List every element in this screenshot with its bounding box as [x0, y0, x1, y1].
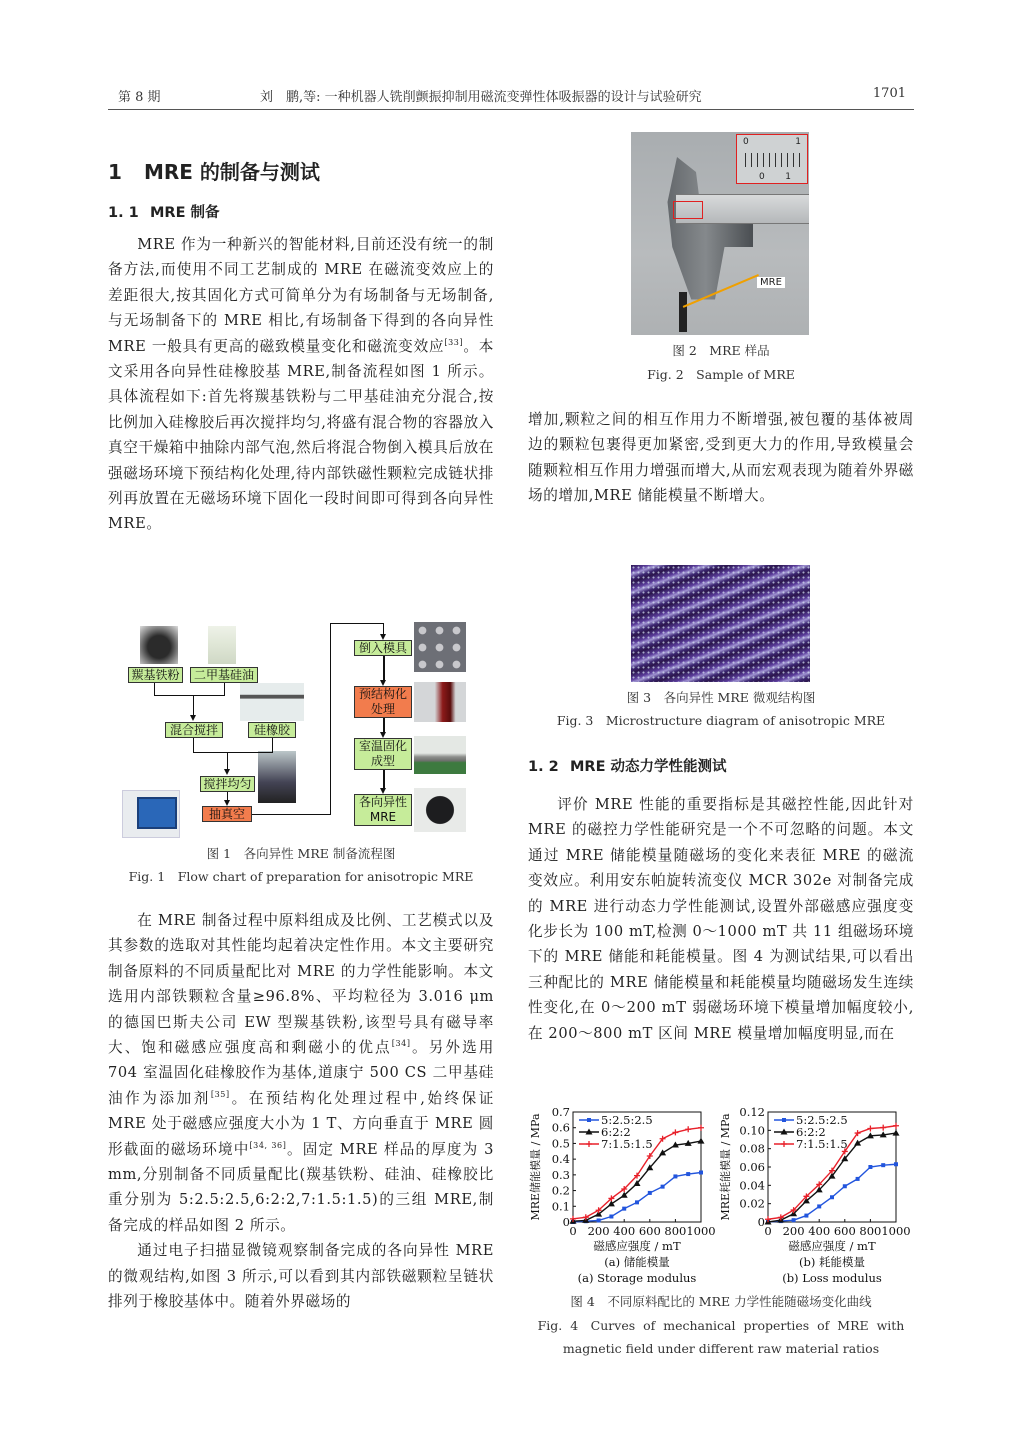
- connector-line: [193, 695, 194, 716]
- data-point: [622, 1207, 626, 1211]
- data-point: [893, 1130, 900, 1136]
- legend-label: 6:2:2: [796, 1125, 826, 1139]
- section-heading: [108, 156, 494, 196]
- data-point: [843, 1184, 847, 1188]
- issue-number: 第 8 期: [118, 90, 161, 105]
- chart-loss-modulus: [718, 1104, 918, 1289]
- legend-label: 6:2:2: [601, 1125, 631, 1139]
- y-tick-label: 0.10: [739, 1123, 765, 1138]
- figure-4-caption-en-2: magnetic field under different raw material ratios: [562, 1341, 880, 1356]
- x-tick-label: 0: [569, 1224, 577, 1238]
- data-point: [673, 1174, 677, 1178]
- photo-mre-disk: [414, 788, 466, 832]
- flow-box-mix-stir: 混合搅拌: [165, 722, 223, 738]
- figure-1-caption-en: Fig. 1 Flow chart of preparation for anisotropic MRE: [128, 869, 474, 884]
- arrow-icon: [380, 680, 386, 686]
- arrow-icon: [380, 634, 386, 640]
- connector-line: [383, 656, 385, 680]
- paragraph: 评价 MRE 性能的重要指标是其磁控性能,因此针对 MRE 的磁控力学性能研究是一个不可忽略的问题。本文通过 MRE 储能模量随磁场的变化来表征 MRE 的磁流变效应。利用安东帕旋转流变仪 MCR 302e 对制备完成的 MRE 进行动态力学性能测试,设置外部磁感应强度变化步长为 100 mT,检测 0～1000 mT 共 11 组磁场环境下的 MRE 储能和耗能模量。图 4 为测试结果,可以看出三种配比的 MRE 储能模量和耗能模量均随磁场发生连续性变化,在 0～200 mT 弱磁场环境下模量增加幅度较小,在 200～800 mT 区间 MRE 模量增加幅度明显,而在: [528, 796, 914, 1042]
- legend-marker: [587, 1118, 591, 1122]
- zoom-inset: 0 1 0 1: [736, 134, 808, 184]
- connector-line: [193, 738, 194, 752]
- subsection-title: MRE 动态力学性能测试: [570, 759, 727, 775]
- data-point: [868, 1165, 872, 1169]
- y-tick-label: 0.08: [739, 1141, 765, 1156]
- left-column-lower: [108, 908, 494, 1315]
- figure-2-photo: [631, 132, 809, 335]
- figure-2-caption-en: Fig. 2 Sample of MRE: [647, 367, 795, 382]
- data-point: [699, 1171, 703, 1175]
- data-point: [597, 1218, 601, 1222]
- mre-label: MRE: [757, 277, 785, 288]
- data-point: [804, 1214, 808, 1218]
- flow-box-prestructure: 预结构化 处理: [354, 686, 412, 718]
- subcaption-en: (a) Storage modulus: [577, 1271, 697, 1285]
- citation: [35]: [210, 1089, 230, 1099]
- citation: [33]: [444, 337, 464, 347]
- y-tick-label: 0.7: [551, 1105, 570, 1119]
- y-tick-label: 0.06: [739, 1160, 765, 1174]
- data-point: [685, 1126, 691, 1132]
- photo-mold: [414, 622, 466, 672]
- subsection-heading: [108, 196, 494, 230]
- x-axis-label: 磁感应强度 / mT: [593, 1239, 681, 1253]
- connector-line: [227, 792, 228, 800]
- y-tick-label: 0.6: [551, 1120, 570, 1135]
- subsection-heading: [528, 750, 914, 784]
- flow-box-carbonyl-iron: 羰基铁粉: [128, 667, 183, 683]
- y-axis-label: MRE储能模量 / MPa: [529, 1113, 542, 1221]
- section-title: MRE 的制备与测试: [144, 160, 320, 184]
- legend-label: 7:1.5:1.5: [796, 1137, 848, 1151]
- x-tick-label: 200: [782, 1224, 805, 1238]
- y-tick-label: 0.4: [551, 1152, 570, 1167]
- x-tick-label: 400: [808, 1224, 831, 1238]
- arrow-icon: [190, 715, 196, 721]
- connector-line: [227, 752, 228, 770]
- page-number: 1701: [872, 86, 906, 101]
- paragraph: 增加,颗粒之间的相互作用力不断增强,被包覆的基体被周边的颗粒包裹得更加紧密,受到更大力的作用,导致模量会随颗粒相互作用力增强而增大,从而宏观表现为随着外界磁场的增加,MRE 储能模量不断增大。: [528, 411, 914, 505]
- x-axis-label: 磁感应强度 / mT: [788, 1239, 876, 1253]
- connector-line: [383, 623, 384, 634]
- figure-3-caption-en: Fig. 3 Microstructure diagram of anisotropic MRE: [556, 713, 886, 728]
- y-tick-label: 0.5: [551, 1136, 570, 1151]
- arrow-icon: [380, 788, 386, 794]
- photo-silicone-rubber: [240, 683, 304, 721]
- paragraph: 在 MRE 制备过程中原料组成及比例、工艺模式以及其参数的选取对其性能均起着决定性作用。本文主要研究制备原料的不同质量配比对 MRE 的力学性能影响。本文选用内部铁颗粒含量≥96.8%、平均粒径为 3.016 μm 的德国巴斯夫公司 EW 型羰基铁粉,该型号具有磁导率大、饱和磁感应强度高和剩磁小的优点[34]。另外选用 704 室温固化硅橡胶作为基体,道康宁 500 CS 二甲基硅油作为添加剂[35]。在预结构化处理过程中,始终保证 MRE 处于磁感应强度大小为 1 T、方向垂直于 MRE 圆形截面的磁场环境中[34, 36]。固定 MRE 样品的厚度为 3 mm,分别制备不同质量配比(羰基铁粉、硅油、硅橡胶比重分别为 5:2.5:2.5,6:2:2,7:1.5:1.5)的三组 MRE,制备完成的样品如图 2 所示。: [108, 912, 494, 1234]
- data-point: [609, 1215, 613, 1219]
- right-column-upper: [528, 407, 914, 509]
- y-tick-label: 0.1: [551, 1199, 570, 1214]
- data-point: [661, 1185, 665, 1189]
- legend-marker: [781, 1141, 787, 1147]
- data-point: [854, 1140, 861, 1146]
- connector-line: [383, 770, 385, 788]
- photo-magnet-coil: [414, 682, 466, 722]
- connector-line: [224, 683, 225, 695]
- flow-box-room-temp-cure: 室温固化 成型: [354, 738, 412, 770]
- connector-line: [154, 683, 155, 695]
- y-axis-label: MRE耗能模量 / MPa: [719, 1113, 732, 1221]
- photo-cured-sample: [414, 736, 466, 774]
- data-point: [698, 1138, 705, 1144]
- data-point: [856, 1177, 860, 1181]
- subcaption-cn: (b) 耗能模量: [799, 1255, 865, 1269]
- right-column-lower: [528, 750, 914, 1046]
- data-point: [648, 1191, 652, 1195]
- zoom-highlight-box: [673, 201, 703, 219]
- paragraph: 通过电子扫描显微镜观察制备完成的各向异性 MRE 的微观结构,如图 3 所示,可以看到其内部铁磁颗粒呈链状排列于橡胶基体中。随着外界磁场的: [108, 1242, 494, 1311]
- flow-box-anisotropic-mre: 各向异性 MRE: [354, 794, 412, 826]
- connector-line: [272, 738, 273, 752]
- data-point: [830, 1195, 834, 1199]
- y-tick-label: 0.3: [551, 1167, 570, 1182]
- connector-line: [383, 718, 385, 732]
- data-point: [792, 1218, 796, 1222]
- flow-box-vacuum: 抽真空: [202, 806, 252, 822]
- data-point: [686, 1172, 690, 1176]
- photo-stirrer: [258, 751, 296, 803]
- running-header: [108, 84, 914, 110]
- x-tick-label: 800: [859, 1224, 882, 1238]
- legend-marker: [782, 1118, 786, 1122]
- figure-1-flowchart: [120, 618, 480, 840]
- data-point: [635, 1200, 639, 1204]
- left-column: [108, 150, 494, 537]
- data-point: [881, 1163, 885, 1167]
- figure-1-caption-cn: 图 1 各向异性 MRE 制备流程图: [206, 846, 396, 861]
- citation: [34, 36]: [249, 1140, 287, 1150]
- x-tick-label: 0: [764, 1224, 772, 1238]
- series-line-5:2.5:2.5: [573, 1173, 701, 1223]
- data-point: [867, 1126, 873, 1132]
- legend-label: 5:2.5:2.5: [796, 1113, 848, 1127]
- y-tick-label: 0.02: [739, 1196, 765, 1211]
- x-tick-label: 600: [833, 1224, 856, 1238]
- figure-3-caption-cn: 图 3 各向异性 MRE 微观结构图: [626, 690, 816, 705]
- arrow-icon: [224, 800, 230, 806]
- flow-box-stir-even: 搅拌均匀: [200, 776, 255, 792]
- legend-label: 5:2.5:2.5: [601, 1113, 653, 1127]
- y-tick-label: 0.04: [739, 1178, 765, 1193]
- x-tick-label: 800: [664, 1224, 687, 1238]
- subcaption-en: (b) Loss modulus: [782, 1271, 882, 1285]
- y-tick-label: 0: [757, 1215, 765, 1229]
- section-number: 1: [108, 160, 122, 184]
- citation: [34]: [391, 1039, 411, 1049]
- photo-silicone-oil: [208, 626, 236, 664]
- subsection-number: 1. 2: [528, 759, 559, 775]
- arrow-icon: [380, 732, 386, 738]
- subcaption-cn: (a) 储能模量: [604, 1255, 670, 1269]
- data-point: [880, 1125, 886, 1131]
- photo-vacuum-oven: [122, 790, 180, 838]
- data-point: [894, 1162, 898, 1166]
- data-point: [659, 1149, 666, 1155]
- data-point: [893, 1123, 899, 1129]
- chart-storage-modulus: [528, 1104, 723, 1289]
- connector-line: [154, 695, 225, 696]
- legend-label: 7:1.5:1.5: [601, 1137, 653, 1151]
- data-point: [672, 1129, 678, 1135]
- paragraph: MRE 作为一种新兴的智能材料,目前还没有统一的制备方法,而使用不同工艺制成的 MRE 在磁流变效应上的差距很大,按其固化方式可简单分为有场制备与无场制备,与无场制备下的 MRE 相比,有场制备下得到的各向异性 MRE 一般具有更高的磁致模量变化和磁流变效应[33]。本文采用各向异性硅橡胶基 MRE,制备流程如图 1 所示。具体流程如下:首先将羰基铁粉与二甲基硅油充分混合,按比例加入硅橡胶后再次搅拌均匀,将盛有混合物的容器放入真空干燥箱中抽除内部气泡,然后将混合物倒入模具后放在强磁场环境下预结构化处理,待内部铁磁性颗粒完成链状排列再放置在无磁场环境下固化一段时间即可得到各向异性 MRE。: [108, 236, 494, 533]
- connector-line: [193, 752, 273, 753]
- x-tick-label: 600: [638, 1224, 661, 1238]
- data-point: [698, 1125, 704, 1131]
- running-title: 刘 鹏,等: 一种机器人铣削颤振抑制用磁流变弹性体吸振器的设计与试验研究: [260, 90, 702, 105]
- connector-line: [252, 814, 330, 815]
- data-point: [817, 1204, 821, 1208]
- x-tick-label: 1000: [881, 1224, 911, 1238]
- mre-sample: [679, 292, 687, 332]
- x-tick-label: 200: [587, 1224, 610, 1238]
- flow-box-silicone-oil: 二甲基硅油: [190, 667, 258, 683]
- legend-marker: [586, 1141, 592, 1147]
- subsection-title: MRE 制备: [150, 205, 220, 221]
- photo-carbonyl-iron: [140, 626, 178, 664]
- plot-frame: [573, 1112, 701, 1222]
- figure-4-caption-cn: 图 4 不同原料配比的 MRE 力学性能随磁场变化曲线: [570, 1294, 872, 1309]
- y-tick-label: 0.2: [551, 1183, 570, 1198]
- connector-line: [330, 623, 383, 624]
- y-tick-label: 0.12: [739, 1105, 765, 1119]
- connector-line: [330, 623, 331, 815]
- figure-4-caption-en-1: Fig. 4 Curves of mechanical properties of MRE with: [537, 1318, 905, 1333]
- flow-box-silicone-rubber: 硅橡胶: [248, 722, 296, 738]
- figure-3-micrograph: [631, 565, 810, 682]
- subsection-number: 1. 1: [108, 205, 139, 221]
- arrow-icon: [224, 769, 230, 775]
- y-tick-label: 0: [562, 1215, 570, 1229]
- figure-2-caption-cn: 图 2 MRE 样品: [672, 343, 770, 358]
- x-tick-label: 400: [613, 1224, 636, 1238]
- x-tick-label: 1000: [686, 1224, 716, 1238]
- flow-box-pour-mold: 倒入模具: [354, 640, 412, 656]
